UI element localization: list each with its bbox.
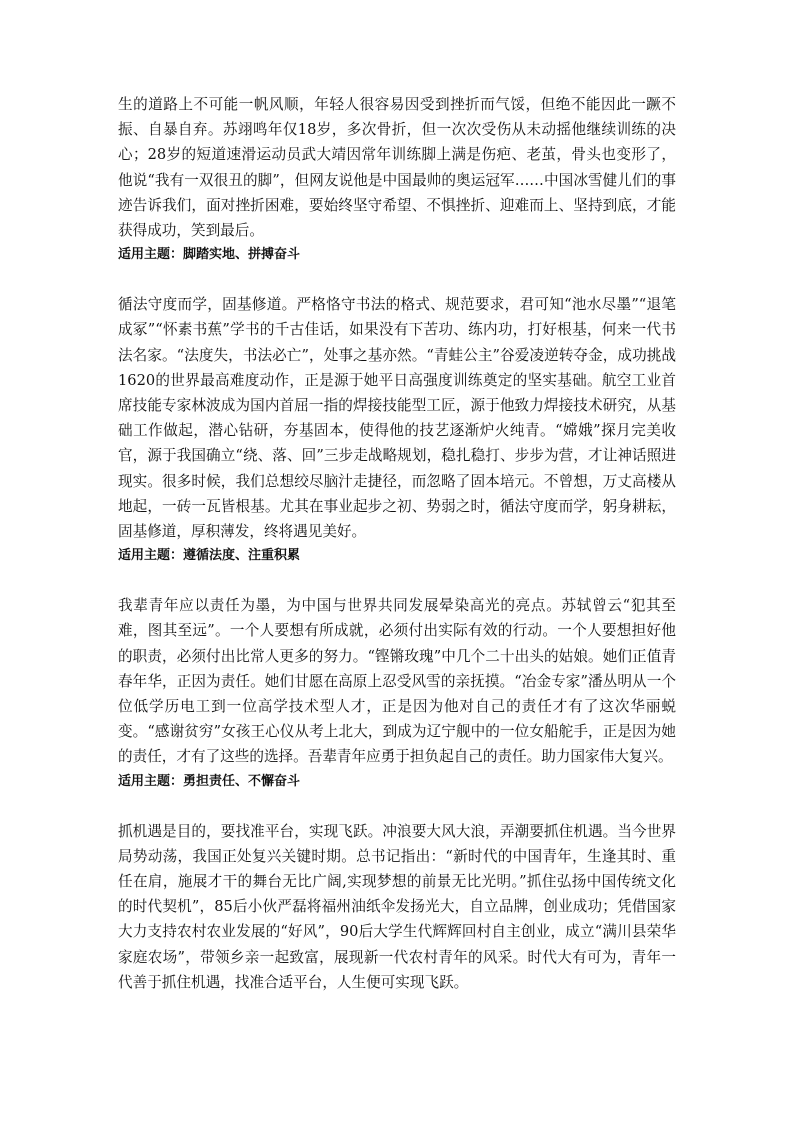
theme-label-2: 适用主题：遵循法度、注重积累 (118, 548, 301, 564)
paragraph-3: 我辈青年应以责任为墨，为中国与世界共同发展晕染高光的亮点。苏轼曾云“犯其至难，图其至远”。一个人要想有所成就，必须付出实际有效的行动。一个人要想担好他的职责，必须付出比常人更多的努力。“铿锵玫瑰”中几个二十出头的姑娘。她们正值青春年华，正因为责任。她们甘愿在高原上忍受风雪的亲抚摸。“冶金专家”潘丛明从一个位低学历电工到一位高学技术型人才，正是因为他对自己的责任才有了这次华丽蜕变。“感谢贫穷”女孩王心仪从考上北大，到成为辽宁舰中的一位女船舵手，正是因为她的责任，才有了这些的选择。吾辈青年应勇于担负起自己的责任。助力国家伟大复兴。 (118, 597, 676, 766)
paragraph-4: 抓机遇是目的，要找准平台，实现飞跃。冲浪要大风大浪，弄潮要抓住机遇。当今世界局势动荡，我国正处复兴关键时期。总书记指出：“新时代的中国青年，生逢其时、重任在肩，施展才干的舞台无比广阔,实现梦想的前景无比光明。”抓住弘扬中国传统文化的时代契机”，85后小伙严磊将福州油纸伞发扬光大，自立品牌，创业成功；凭借国家大力支持农村农业发展的“好风”，90后大学生代辉辉回村自主创业，成立“满川县荣华家庭农场”，带领乡亲一起致富，展现新一代农村青年的风采。时代大有可为，青年一代善于抓住机遇，找准合适平台，人生便可实现飞跃。 (118, 822, 676, 991)
paragraph-1: 生的道路上不可能一帆风顺，年轻人很容易因受到挫折而气馁，但绝不能因此一蹶不振、自暴自弃。苏翊鸣年仅18岁，多次骨折，但一次次受伤从未动摇他继续训练的决心；28岁的短道速滑运动员武大靖因常年训练脚上满是伤疤、老茧，骨头也变形了，他说“我有一双很丑的脚”，但网友说他是中国最帅的奥运冠军……中国冰雪健儿们的事迹告诉我们，面对挫折困难，要始终坚守希望、不惧挫折、迎难而上、坚持到底，才能获得成功，笑到最后。 (118, 96, 676, 240)
theme-label-1: 适用主题：脚踏实地、拼搏奋斗 (118, 247, 301, 263)
section-divider (118, 267, 676, 292)
theme-label-3: 适用主题：勇担责任、不懈奋斗 (118, 773, 301, 789)
paragraph-2: 循法守度而学，固基修道。严格恪守书法的格式、规范要求，君可知“池水尽墨”“退笔成冢”“怀素书蕉”学书的千古佳话，如果没有下苦功、练内功，打好根基，何来一代书法名家。“法度失，书法必亡”，处事之基亦然。“青蛙公主”谷爱凌逆转夺金，成功挑战1620的世界最高难度动作，正是源于她平日高强度训练奠定的坚实基础。航空工业首席技能专家林波成为国内首屈一指的焊接技能型工匠，源于他致力焊接技术研究，从基础工作做起，潜心钻研，夯基固本，使得他的技艺逐渐炉火纯青。“嫦娥”探月完美收官，源于我国确立“绕、落、回”三步走战略规划，稳扎稳打、步步为营，才让神话照进现实。很多时候，我们总想绞尽脑汁走捷径，而忽略了固本培元。不曾想，万丈高楼从地起，一砖一瓦皆根基。尤其在事业起步之初、势弱之时，循法守度而学，躬身耕耘，固基修道，厚积薄发，终将遇见美好。 (118, 296, 676, 541)
section-divider (118, 568, 676, 593)
document-page (118, 92, 676, 995)
section-divider (118, 794, 676, 819)
